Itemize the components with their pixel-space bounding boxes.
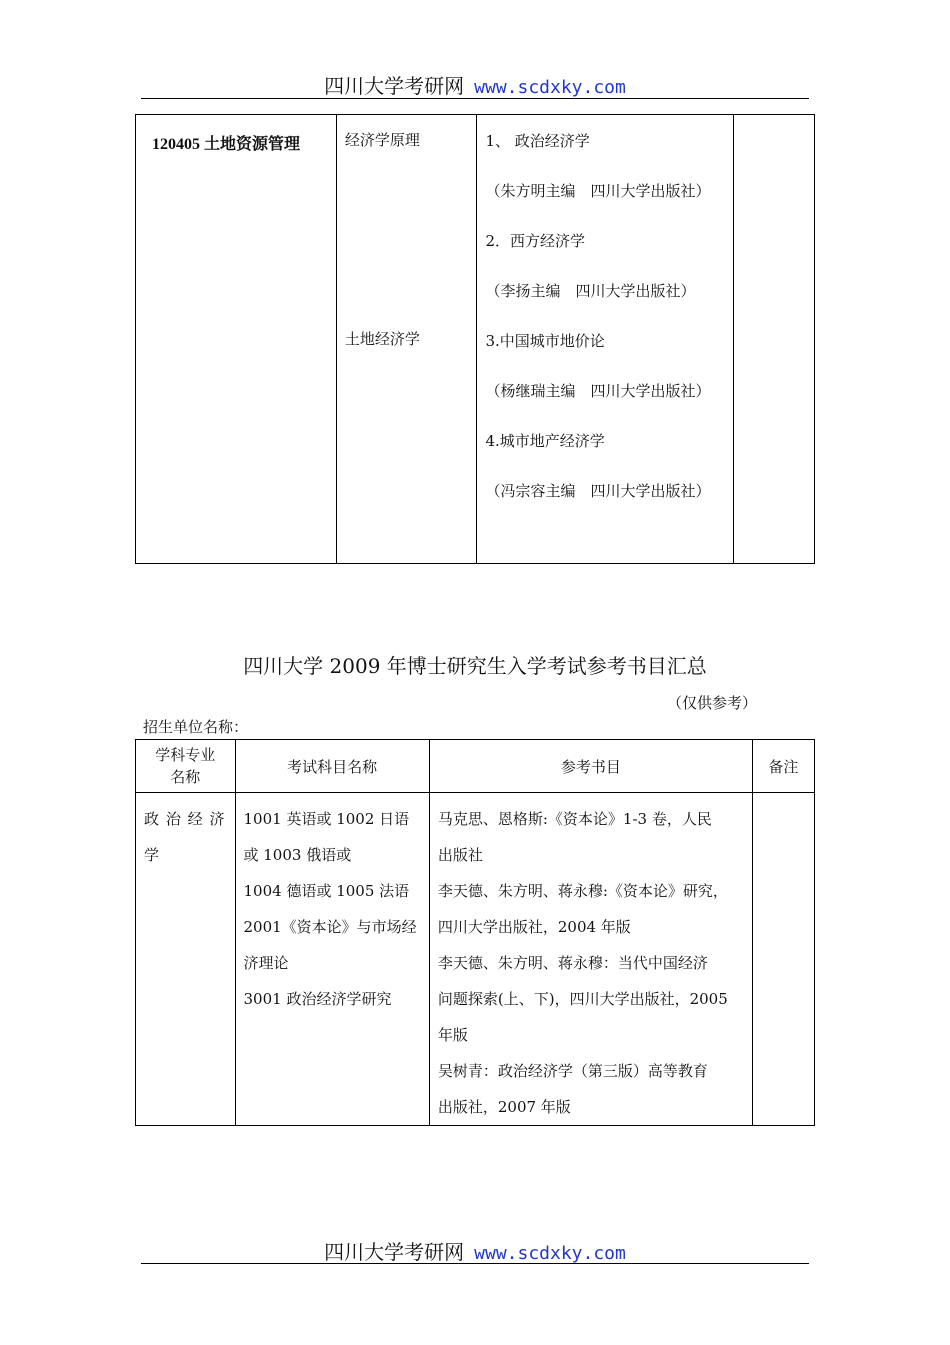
footer-rule	[141, 1263, 809, 1264]
header-url-link[interactable]: www.scdxky.com	[474, 77, 626, 98]
footer-url-link[interactable]: www.scdxky.com	[474, 1243, 626, 1264]
book-line: 1、 政治经济学	[485, 132, 590, 150]
remark-cell	[752, 793, 814, 1126]
doctoral-booklist-table	[135, 739, 815, 1126]
book-line: 四川大学出版社，2004 年版	[437, 918, 631, 936]
col-header-remark: 备注	[752, 740, 814, 793]
book-line: 李天德、朱方明、蒋永穆:《资本论》研究，	[437, 882, 728, 900]
book-line: 马克思、恩格斯:《资本论》1-3 卷，人民	[437, 810, 712, 828]
exam-line: 2001《资本论》与市场经	[243, 918, 417, 936]
exam-subjects-cell	[235, 793, 429, 1126]
subject-item: 经济学原理	[344, 131, 420, 149]
book-line: 问题探索(上、下)，四川大学出版社，2005	[437, 990, 728, 1008]
col-header-exam: 考试科目名称	[235, 740, 429, 793]
major-name: 政治经济学	[144, 810, 229, 864]
page-header	[0, 70, 950, 99]
remark-cell	[733, 115, 814, 564]
exam-line: 1001 英语或 1002 日语	[243, 810, 410, 828]
section-title: 四川大学 2009 年博士研究生入学考试参考书目汇总	[243, 654, 707, 678]
exam-line: 或 1003 俄语或	[243, 846, 352, 864]
footer-site-name: 四川大学考研网	[324, 1240, 465, 1264]
page-footer	[0, 1236, 950, 1265]
book-line: （李扬主编 四川大学出版社）	[485, 282, 696, 300]
subject-item: 土地经济学	[344, 330, 420, 348]
table-row	[136, 793, 815, 1126]
table-header-row	[136, 740, 815, 793]
book-line: 出版社，2007 年版	[437, 1098, 571, 1116]
major-cell: 120405 土地资源管理	[136, 115, 337, 564]
book-line: 4.城市地产经济学	[485, 432, 605, 450]
col-header-books: 参考书目	[429, 740, 752, 793]
book-line: 年版	[437, 1026, 468, 1044]
major-table-land-resources	[135, 114, 815, 564]
subject-cell	[336, 115, 477, 564]
book-line: （朱方明主编 四川大学出版社）	[485, 182, 711, 200]
major-cell	[136, 793, 236, 1126]
book-line: 出版社	[437, 846, 483, 864]
booklist-cell	[477, 115, 733, 564]
book-line: （冯宗容主编 四川大学出版社）	[485, 482, 711, 500]
book-line: 3.中国城市地价论	[485, 332, 605, 350]
exam-line: 3001 政治经济学研究	[243, 990, 392, 1008]
book-line: 吴树青：政治经济学（第三版）高等教育	[437, 1062, 708, 1080]
book-line: 2．西方经济学	[485, 232, 586, 250]
books-cell	[429, 793, 752, 1126]
exam-line: 济理论	[243, 954, 289, 972]
header-site-name: 四川大学考研网	[324, 74, 465, 98]
exam-line: 1004 德语或 1005 法语	[243, 882, 410, 900]
reference-note: （仅供参考）	[666, 694, 757, 712]
book-line: （杨继瑞主编 四川大学出版社）	[485, 382, 711, 400]
book-line: 李天德、朱方明、蒋永穆：当代中国经济	[437, 954, 708, 972]
unit-label: 招生单位名称：	[143, 718, 249, 736]
col-header-major: 学科专业名称	[136, 740, 236, 793]
header-rule	[141, 98, 809, 99]
